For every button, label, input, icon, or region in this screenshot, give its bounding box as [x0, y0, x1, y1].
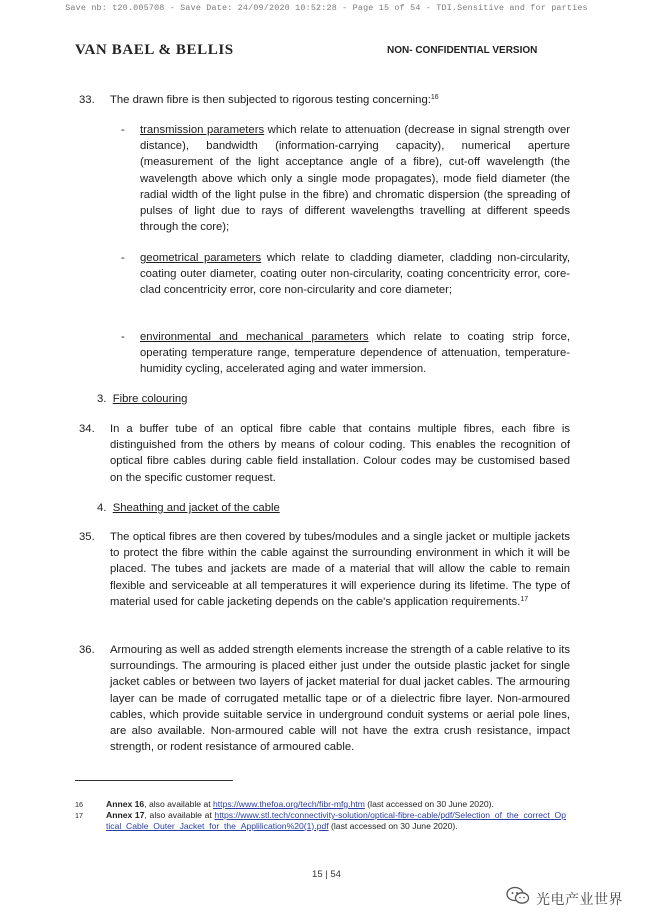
- footnote-number: 16: [75, 800, 83, 809]
- section-3-heading: [97, 391, 187, 407]
- paragraph-33-text: [110, 92, 570, 108]
- wechat-icon: [506, 886, 530, 911]
- paragraph-number: 35.: [79, 531, 95, 543]
- footnote-text: , also available at: [144, 810, 215, 820]
- section-title: Sheathing and jacket of the cable: [112, 502, 280, 514]
- paragraph-34-text: In a buffer tube of an optical fibre cable that contains multiple fibres, each fibre is distinguished from the others by means of colour coding. This enables the recognition of optical fibre cables during cable field installation. Colour codes may be customised based on the specific customer request.: [110, 423, 570, 484]
- bullet-text: which relate to attenuation (decrease in signal strength over distance), bandwidth (information-carrying capacity), numerical aperture (measurement of the light acceptance angle of a fibre), cut-off wavelength (the wavelength above which only a single mode propagates), mode field diameter (the radial width of the light pulse in the fibre) and chromatic dispersion (the spreading of pulses of light due to rays of different wavelengths travelling at different speeds through the core);: [140, 124, 570, 234]
- term-environmental-mechanical-parameters: environmental and mechanical parameters: [140, 331, 369, 343]
- section-title: Fibre colouring: [112, 393, 188, 405]
- bullet-text: which relate to cladding diameter, cladding non-circularity, coating outer diameter, coating outer non-circularity, coating concentricity error, core-clad concentricity error, core non-circularity and core diameter;: [140, 252, 571, 297]
- watermark: [506, 886, 623, 911]
- paragraph-35-body: The optical fibres are then covered by tubes/modules and a single jacket or multiple jackets to protect the fibre within the cable against the surrounding environment in which it will be placed. The tubes and jackets are made of a material that will allow the cable to remain flexible and serviceable at all temperatures it will experience during its lifetime. The type of material used for cable jacketing depends on the cable's application requirements.: [110, 531, 570, 608]
- paragraph-number: 36.: [79, 644, 95, 656]
- footnote-divider: [75, 780, 233, 781]
- footnote-text: (last accessed on 30 June 2020).: [364, 799, 494, 809]
- bullet-dash: -: [121, 331, 125, 343]
- paragraph-36-text: Armouring as well as added strength elements increase the strength of a cable relative to its surroundings. The armouring is placed either just under the outside plastic jacket for single jacket cables or between two layers of jacket material for dual jacket cables. The armouring layer can be made of corrugated metallic tape or of a dielectric fibre layer. Non-armoured cables, which provide suitable service in underground conduit systems or aerial pole lines, are also available. Non-armoured cable will not have the extra crush resistance, impact strength, or rodent resistance of armoured cable.: [110, 644, 570, 754]
- bullet-geometrical: [140, 250, 570, 299]
- watermark-text: 光电产业世界: [536, 890, 623, 907]
- paragraph-35-text: [110, 529, 570, 610]
- annex-label: Annex 16: [106, 799, 145, 809]
- bullet-dash: -: [121, 124, 125, 136]
- bullet-text: which relate to coating strip force, operating temperature range, temperature dependence of attenuation, temperature-humidity cycling, accelerated aging and water immersion.: [140, 331, 571, 376]
- bullet-dash: -: [121, 252, 125, 264]
- paragraph-number: 34.: [79, 423, 95, 435]
- footnote-number: 17: [75, 811, 83, 820]
- confidentiality-label: NON- CONFIDENTIAL VERSION: [387, 45, 538, 56]
- footnote-link[interactable]: https://www.thefoa.org/tech/fibr-mfg.htm: [213, 799, 365, 809]
- footnote-link[interactable]: https://www.stl.tech/connectivity-solution/optical-fibre-cable/pdf/Selection_of_the_correct_Optical_Cable_Outer_Jacket_for_the_Applilication%20(1).pdf: [106, 810, 566, 831]
- firm-name: VAN BAEL & BELLIS: [75, 42, 234, 58]
- footnote-16: [106, 799, 566, 810]
- footnote-17: [106, 810, 566, 831]
- section-number: 4.: [97, 502, 107, 514]
- bullet-environmental: [140, 329, 570, 378]
- page-number: 15 | 54: [312, 869, 341, 880]
- annex-label: Annex 17: [106, 810, 145, 820]
- section-number: 3.: [97, 393, 107, 405]
- footnote-ref-16[interactable]: 16: [430, 94, 439, 101]
- paragraph-number: 33.: [79, 94, 95, 106]
- term-transmission-parameters: transmission parameters: [140, 124, 265, 136]
- bullet-transmission: [140, 122, 570, 235]
- footnote-text: (last accessed on 30 June 2020).: [328, 820, 458, 831]
- section-4-heading: [97, 500, 280, 516]
- save-stamp: Save nb: t20.005708 - Save Date: 24/09/2020 10:52:28 - Page 15 of 54 - TDI.Sensitive and for parties: [65, 3, 588, 13]
- footnote-text: , also available at: [144, 799, 214, 809]
- term-geometrical-parameters: geometrical parameters: [140, 252, 262, 264]
- footnote-ref-17[interactable]: 17: [520, 595, 529, 603]
- paragraph-33-body: The drawn fibre is then subjected to rigorous testing concerning:: [110, 94, 431, 106]
